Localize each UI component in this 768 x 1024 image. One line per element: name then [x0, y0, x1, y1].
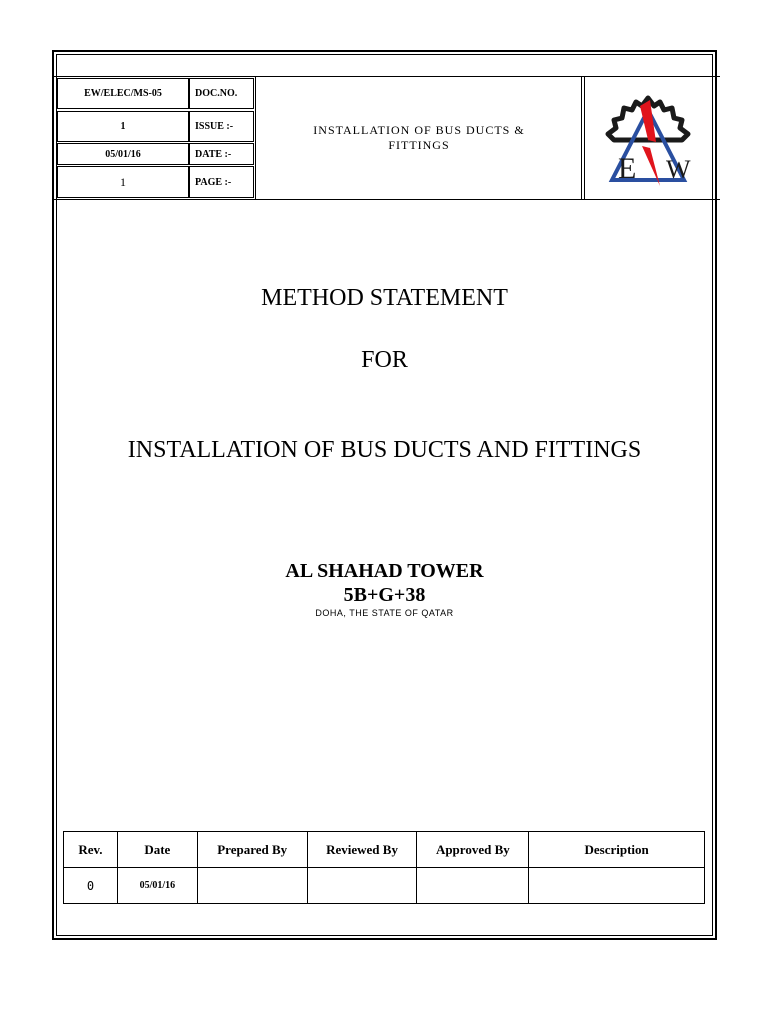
- cell-description: [529, 868, 705, 904]
- logo-letter-e: E: [618, 152, 637, 185]
- col-rev: Rev.: [64, 832, 118, 868]
- logo-lightning-bolt: [640, 100, 660, 186]
- heading-method-statement: METHOD STATEMENT: [261, 285, 508, 311]
- table-row: [64, 868, 705, 904]
- cell-approved-by: [417, 868, 529, 904]
- project-location: DOHA, THE STATE OF QATAR: [315, 608, 454, 618]
- header-top-line: [52, 76, 720, 77]
- revision-table: [63, 831, 705, 904]
- cell-rev: 0: [64, 868, 118, 904]
- heading-for: FOR: [361, 347, 408, 373]
- cell-date: 05/01/16: [117, 868, 197, 904]
- project-name: AL SHAHAD TOWER: [285, 560, 484, 582]
- page-label: PAGE :-: [195, 176, 232, 188]
- page-value: 1: [120, 174, 126, 189]
- header-title-line2: FITTINGS: [388, 138, 450, 152]
- header-title-line1: INSTALLATION OF BUS DUCTS &: [313, 123, 525, 137]
- col-prepared-by: Prepared By: [197, 832, 307, 868]
- heading-installation: INSTALLATION OF BUS DUCTS AND FITTINGS: [127, 437, 642, 463]
- cell-prepared-by: [197, 868, 307, 904]
- revision-header-row: [64, 832, 705, 868]
- header-divider-logo-right: [584, 77, 585, 199]
- col-description: Description: [529, 832, 705, 868]
- cell-reviewed-by: [307, 868, 417, 904]
- date-label: DATE :-: [195, 148, 232, 160]
- ew-logo-icon: [596, 92, 700, 188]
- doc-no-label: DOC.NO.: [195, 88, 238, 99]
- header-title: [256, 78, 582, 198]
- header-bottom-line: [52, 199, 720, 200]
- col-date: Date: [117, 832, 197, 868]
- doc-code: EW/ELEC/MS-05: [84, 88, 162, 99]
- date-value: 05/01/16: [105, 148, 141, 160]
- col-approved-by: Approved By: [417, 832, 529, 868]
- logo-letter-w: W: [666, 155, 691, 184]
- project-floors: 5B+G+38: [343, 584, 426, 606]
- issue-value: 1: [120, 121, 126, 132]
- issue-label: ISSUE :-: [195, 121, 234, 132]
- col-reviewed-by: Reviewed By: [307, 832, 417, 868]
